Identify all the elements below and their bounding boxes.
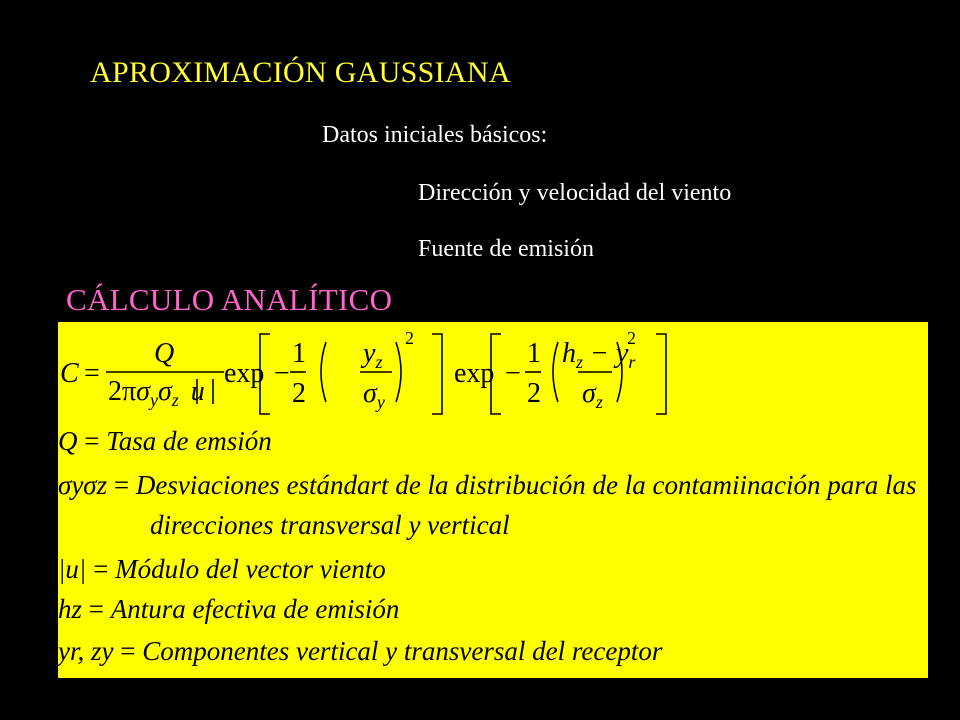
formula-box bbox=[58, 322, 928, 678]
formula-lhs: C bbox=[60, 358, 79, 389]
symbol-u: |u| bbox=[58, 554, 87, 584]
half-den-2: 2 bbox=[527, 378, 541, 409]
svg-text:σy: $\sigma_y$ bbox=[363, 378, 385, 412]
intro-text: Datos iniciales básicos: bbox=[322, 122, 548, 148]
gaussian-formula bbox=[58, 322, 928, 427]
symbol-yr-zy: yr, zy bbox=[58, 636, 114, 666]
half-num-1: 1 bbox=[292, 338, 306, 369]
bullet-source: Fuente de emisión bbox=[418, 236, 594, 262]
svg-text:−: − bbox=[274, 358, 290, 389]
half-num-2: 1 bbox=[527, 338, 541, 369]
bullet-wind: Dirección y velocidad del viento bbox=[418, 180, 732, 206]
half-den-1: 2 bbox=[292, 378, 306, 409]
exp-label-2: exp bbox=[454, 358, 495, 389]
definition-u: |u| = Módulo del vector viento bbox=[58, 554, 386, 584]
definition-q-text: Tasa de emsión bbox=[106, 426, 272, 456]
definition-receptor: yr, zy = Componentes vertical y transversal del receptor bbox=[58, 636, 663, 666]
symbol-q: Q bbox=[58, 426, 78, 456]
definition-hz-text: Antura efectiva de emisión bbox=[110, 594, 400, 624]
definition-hz: hz = Antura efectiva de emisión bbox=[58, 594, 400, 624]
svg-text:hz − yr: $h_z - y_r$ bbox=[562, 338, 636, 372]
definition-sigma: σyσz = Desviaciones estándart de la distribución de la contamiinación para las bbox=[58, 470, 917, 500]
definition-receptor-text: Componentes vertical y transversal del receptor bbox=[142, 636, 663, 666]
exponent-2: 2 bbox=[627, 328, 636, 348]
definition-u-text: Módulo del vector viento bbox=[115, 554, 386, 584]
formula-numerator: Q bbox=[154, 338, 175, 369]
svg-text:σz: $\sigma_z$ bbox=[582, 378, 603, 412]
exp-label-1: exp bbox=[224, 358, 265, 389]
definition-sigma-text: Desviaciones estándart de la distribución de la contamiinación para las bbox=[135, 470, 917, 500]
svg-text:=: = bbox=[84, 358, 100, 389]
symbol-sigma: σyσz bbox=[58, 470, 108, 500]
definition-sigma-continued bbox=[150, 510, 510, 541]
definition-sigma-cont-text: direcciones transversal y vertical bbox=[150, 510, 510, 540]
definition-q: Q = Tasa de emsión bbox=[58, 426, 272, 456]
exponent-1: 2 bbox=[405, 328, 414, 348]
symbol-hz: hz bbox=[58, 594, 83, 624]
svg-text:−: − bbox=[505, 358, 521, 389]
svg-text:2πσyσzu: $2\pi\sigma_y\sigma_z$ u bbox=[108, 376, 205, 410]
slide-title: APROXIMACIÓN GAUSSIANA bbox=[90, 56, 511, 89]
slide-subtitle: CÁLCULO ANALÍTICO bbox=[66, 282, 393, 317]
svg-text:yz: $y_z$ bbox=[363, 338, 383, 372]
